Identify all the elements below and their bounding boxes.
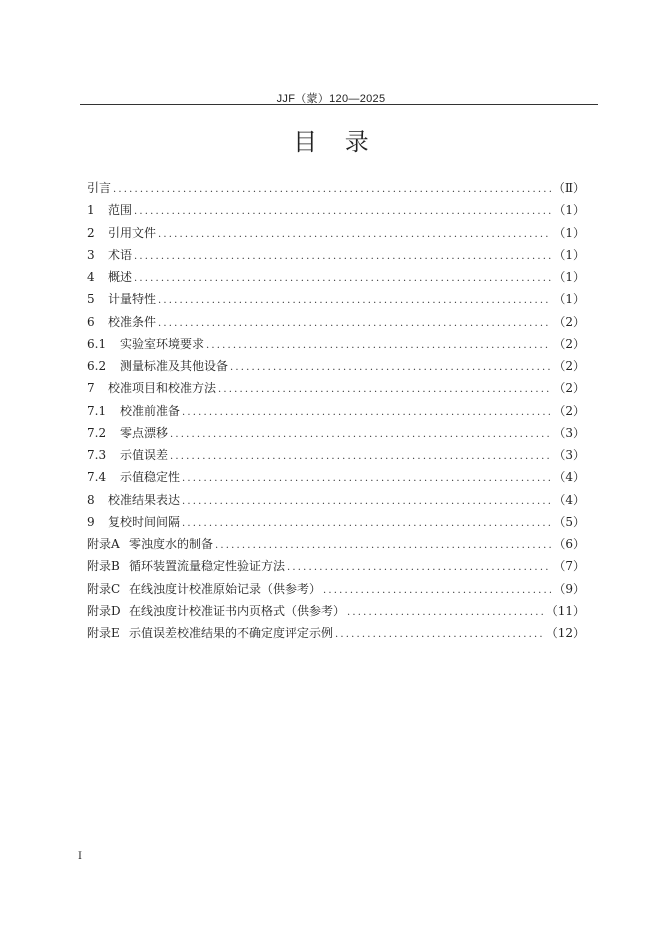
toc-entry-title: 计量特性 — [108, 292, 157, 307]
toc-leader-dots — [335, 624, 544, 646]
toc-leader-dots — [347, 602, 544, 624]
toc-entry[interactable] — [87, 400, 585, 422]
toc-entry-title: 校准结果表达 — [108, 492, 181, 507]
toc-entry-page: （Ⅱ） — [552, 181, 585, 195]
toc-entry-page: （3） — [553, 425, 585, 440]
toc-leader-dots — [113, 179, 551, 201]
toc-entry[interactable] — [87, 578, 585, 600]
toc-entry-title: 引言 — [87, 181, 112, 195]
toc-entry-number: 6.2 — [87, 359, 107, 373]
toc-leader-dots — [182, 513, 551, 535]
toc-entry-title: 示值误差 — [120, 448, 169, 462]
toc-entry-title: 零浊度水的制备 — [129, 537, 214, 551]
toc-entry[interactable] — [87, 511, 585, 533]
toc-entry-page: （1） — [553, 225, 585, 240]
toc-entry-number: 1 — [87, 203, 95, 218]
toc-leader-dots — [206, 335, 551, 357]
toc-leader-dots — [230, 357, 551, 379]
toc-entry-title: 示值误差校准结果的不确定度评定示例 — [129, 626, 334, 640]
toc-entry[interactable] — [87, 466, 585, 488]
toc-leader-dots — [170, 424, 551, 446]
toc-entry-number: 6 — [87, 314, 95, 329]
toc-entry-page: （6） — [553, 537, 585, 551]
toc-entry-page: （4） — [553, 492, 585, 507]
toc-entry[interactable] — [87, 622, 585, 644]
toc-entry-page: （12） — [545, 626, 585, 640]
toc-entry-page: （2） — [553, 314, 585, 329]
toc-leader-dots — [158, 313, 551, 335]
toc-entry[interactable] — [87, 600, 585, 622]
toc-entry-title: 实验室环境要求 — [120, 336, 205, 351]
toc-entry[interactable] — [87, 266, 585, 288]
toc-leader-dots — [182, 402, 551, 424]
toc-entry-title: 范围 — [108, 203, 133, 218]
toc-entry-page: （9） — [553, 581, 585, 596]
toc-entry-title: 循环装置流量稳定性验证方法 — [129, 559, 286, 574]
toc-leader-dots — [134, 246, 551, 268]
toc-leader-dots — [158, 224, 551, 246]
toc-entry-number: 4 — [87, 270, 95, 284]
toc-entry[interactable] — [87, 177, 585, 199]
header-rule — [80, 104, 598, 105]
toc-entry[interactable] — [87, 311, 585, 333]
toc-entry-number: 附录E — [87, 626, 120, 640]
toc-entry[interactable] — [87, 489, 585, 511]
toc-entry-number: 附录B — [87, 559, 120, 574]
toc-entry[interactable] — [87, 533, 585, 555]
toc-entry[interactable] — [87, 244, 585, 266]
toc-leader-dots — [182, 468, 551, 490]
page-title: 目 录 — [293, 128, 379, 156]
toc-entry[interactable] — [87, 444, 585, 466]
toc-entry[interactable] — [87, 422, 585, 444]
toc-entry-number: 6.1 — [87, 336, 107, 351]
toc-leader-dots — [182, 491, 551, 513]
toc-entry-page: （3） — [553, 448, 585, 462]
toc-entry-page: （2） — [553, 359, 585, 373]
toc-entry[interactable] — [87, 377, 585, 399]
toc-entry-number: 2 — [87, 225, 95, 240]
toc-entry-page: （2） — [553, 336, 585, 351]
toc-entry-title: 在线浊度计校准原始记录（供参考） — [129, 581, 322, 596]
toc-entry-title: 示值稳定性 — [120, 470, 181, 485]
toc-entry-title: 校准条件 — [108, 314, 157, 329]
toc-leader-dots — [134, 201, 551, 223]
toc-entry-page: （2） — [553, 381, 585, 396]
toc-entry-page: （7） — [553, 559, 585, 574]
toc-entry-title: 在线浊度计校准证书内页格式（供参考） — [129, 603, 346, 618]
toc-entry[interactable] — [87, 355, 585, 377]
toc-entry-number: 8 — [87, 492, 95, 507]
toc-entry[interactable] — [87, 199, 585, 221]
toc-entry-number: 7.2 — [87, 425, 107, 440]
page-number: I — [78, 851, 82, 862]
toc-entry-number: 附录A — [87, 537, 120, 551]
toc-leader-dots — [218, 379, 551, 401]
toc-entry-number: 5 — [87, 292, 95, 307]
toc-leader-dots — [134, 268, 551, 290]
toc-leader-dots — [158, 290, 551, 312]
toc-entry-page: （5） — [553, 514, 585, 529]
toc-entry-title: 术语 — [108, 247, 133, 262]
toc-entry-page: （11） — [545, 603, 585, 618]
toc-entry-number: 3 — [87, 247, 95, 262]
toc-entry[interactable] — [87, 222, 585, 244]
toc-leader-dots — [170, 446, 551, 468]
toc-entry-page: （1） — [553, 270, 585, 284]
toc-entry-title: 测量标准及其他设备 — [120, 359, 229, 373]
toc-entry-title: 校准前准备 — [120, 403, 181, 418]
toc-entry-page: （1） — [553, 292, 585, 307]
toc-entry-number: 附录C — [87, 581, 121, 596]
toc-entry-title: 复校时间间隔 — [108, 514, 181, 529]
document-code-header: JJF（蒙）120—2025 — [276, 93, 386, 105]
toc-entry-page: （2） — [553, 403, 585, 418]
toc-entry-number: 9 — [87, 514, 95, 529]
toc-entry-page: （1） — [553, 203, 585, 218]
toc-entry-title: 概述 — [108, 270, 133, 284]
toc-entry-title: 引用文件 — [108, 225, 157, 240]
toc-leader-dots — [287, 557, 551, 579]
toc-entry-number: 7.3 — [87, 448, 107, 462]
toc-entry-number: 7 — [87, 381, 95, 396]
toc-entry-number: 7.4 — [87, 470, 107, 485]
toc-entry[interactable] — [87, 555, 585, 577]
toc-entry-title: 校准项目和校准方法 — [108, 381, 217, 396]
toc-entry-page: （4） — [553, 470, 585, 485]
toc-entry-page: （1） — [553, 247, 585, 262]
toc-entry-title: 零点漂移 — [120, 425, 169, 440]
toc-entry-number: 附录D — [87, 603, 121, 618]
toc-leader-dots — [323, 580, 551, 602]
toc-entry[interactable] — [87, 333, 585, 355]
toc-entry-number: 7.1 — [87, 403, 107, 418]
toc-entry[interactable] — [87, 288, 585, 310]
table-of-contents — [87, 177, 585, 644]
toc-leader-dots — [215, 535, 551, 557]
